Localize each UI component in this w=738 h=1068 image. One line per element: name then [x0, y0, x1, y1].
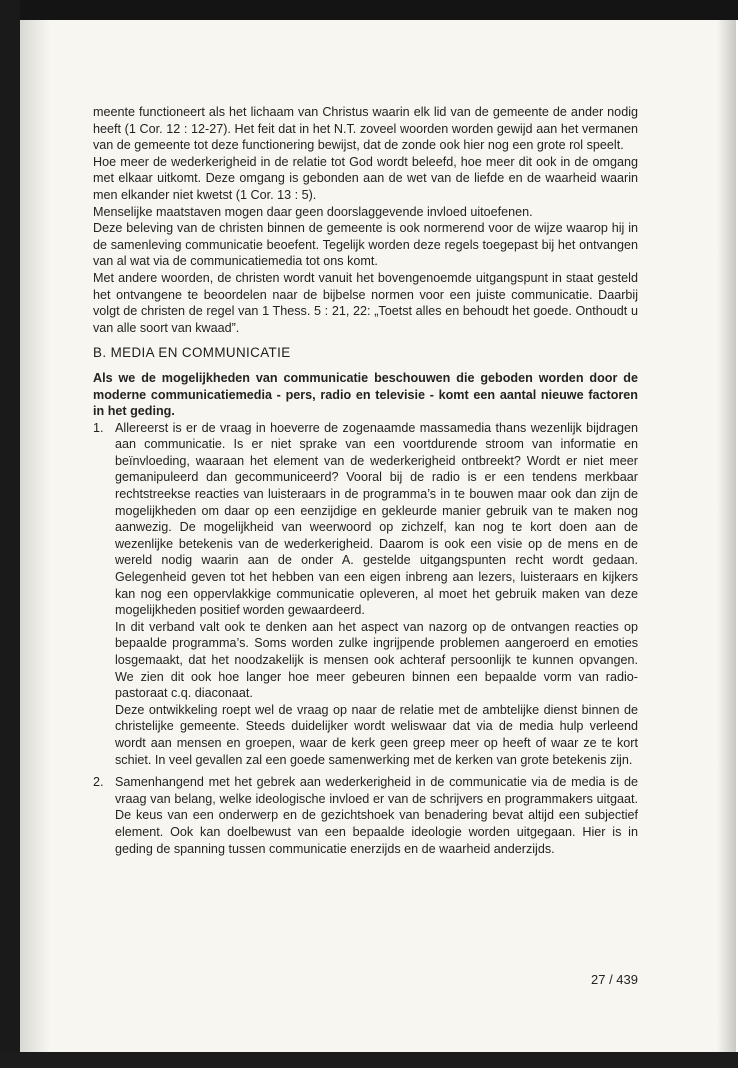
list-item-number: 2. — [93, 775, 104, 790]
scan-border-bottom — [0, 1052, 738, 1068]
page-content — [93, 104, 638, 863]
paragraph: Met andere woorden, de christen wordt vanuit het bovengenoemde uitgangspunt in staat gesteld het ontvangene te beoordelen naar de bijbelse normen voor een juiste communicatie. Daarbij volgt de christen de regel van 1 Thess. 5 : 21, 22: „Toetst alles en behoudt het goede. Onthoudt u van alle soort van kwaad”. — [93, 270, 638, 335]
list-item-paragraph: Samenhangend met het gebrek aan wederkerigheid in de communicatie via de media is de vraag van belang, welke ideologische invloed er van de schrijvers en programmakers uitgaat. De keus van een onderwerp en de gezichtshoek van benadering bevat altijd een subjectief element. Ook kan doelbewust van een bepaalde ideologie worden uitgegaan. Hier is in geding de spanning tussen communicatie enerzijds en de waarheid anderzijds. — [115, 775, 638, 856]
scan-border-top — [0, 0, 738, 20]
list-item-paragraph: Deze ontwikkeling roept wel de vraag op naar de relatie met de ambtelijke dienst binnen de christelijke gemeente. Steeds duidelijker wordt weliswaar dat via de media hulp verleend wordt aan mensen en groepen, waar de kerk geen greep meer op heeft of waar ze te kort schiet. In veel gevallen zal een goede samenwerking met de kerken van grote betekenis zijn. — [115, 702, 638, 767]
scan-border-left — [0, 0, 20, 1068]
paragraph: Deze beleving van de christen binnen de gemeente is ook normerend voor de wijze waarop hij in de samenleving communicatie beoefent. Tegelijk worden deze regels toegepast bij het ontvangen van al wat via de communicatiemedia tot ons komt. — [93, 221, 638, 269]
list-item — [93, 774, 638, 857]
section-heading: B. MEDIA EN COMMUNICATIE — [93, 345, 291, 361]
list-item-paragraph: Allereerst is er de vraag in hoeverre de zogenaamde massamedia thans wezenlijk bijdragen aan communicatie. Is er niet sprake van een voortdurende stroom van informatie en beïnvloeding, waaraan het element van de wederkerigheid ontbreekt? Wordt er niet meer gemanipuleerd dan gecommuniceerd? Vooral bij de radio is er een tendens merkbaar rechtstreekse reacties van luisteraars in de programma’s in te bouwen maar ook dan zijn de mogelijkheden om daar op een eenzijdige en gekleurde manier gebruik van te maken nog aanwezig. De mogelijkheid van weerwoord op zichzelf, kan nog te kort doen aan de wezenlijke betekenis van de wederkerigheid. Daarom is ook een visie op de mens en de wereld nodig waarin aan de onder A. gestelde uitgangspunten recht wordt gedaan. Gelegenheid geven tot het hebben van een eigen inbreng aan lezers, luisteraars en kijkers kan nog een oppervlakkige communicatie opleveren, al moet het gebruik maken van deze mogelijkheden positief worden gewaardeerd. — [115, 420, 638, 618]
page-gutter-shadow — [20, 20, 50, 1052]
list-item-paragraph: In dit verband valt ook te denken aan het aspect van nazorg op de ontvangen reacties op bepaalde programma’s. Soms worden zulke ingrijpende problemen aangeroerd en emoties losgemaakt, dat het noodzakelijk is mensen ook achteraf persoonlijk te kunnen opvangen. We zien dit ook hoe langer hoe meer gebeuren binnen een bepaalde vorm van radio-pastoraat c.q. diaconaat. — [115, 619, 638, 701]
paragraph: Menselijke maatstaven mogen daar geen doorslaggevende invloed uitoefenen. — [93, 204, 533, 219]
page-number: 27 / 439 — [591, 972, 638, 987]
paragraph: Hoe meer de wederkerigheid in de relatie tot God wordt beleefd, hoe meer dit ook in de omgang met elkaar uitkomt. Deze omgang is gebonden aan de wet van de liefde en de waarheid waarin men elkander niet kwetst (1 Cor. 13 : 5). — [93, 154, 638, 202]
list-item-number: 1. — [93, 420, 104, 435]
paragraph: meente functioneert als het lichaam van Christus waarin elk lid van de gemeente de ander nodig heeft (1 Cor. 12 : 12-27). Het feit dat in het N.T. zoveel woorden worden gewijd aan het vermanen van de gemeente tot deze functionering bewijst, dat de zonde ook hier nog een grote rol speelt. — [93, 105, 638, 153]
list-item — [93, 420, 638, 768]
section-intro: Als we de mogelijkheden van communicatie beschouwen die geboden worden door de moderne communicatiemedia - pers, radio en televisie - komt een aantal nieuwe factoren in het geding. — [93, 370, 638, 419]
page-edge-shadow — [717, 20, 736, 1052]
